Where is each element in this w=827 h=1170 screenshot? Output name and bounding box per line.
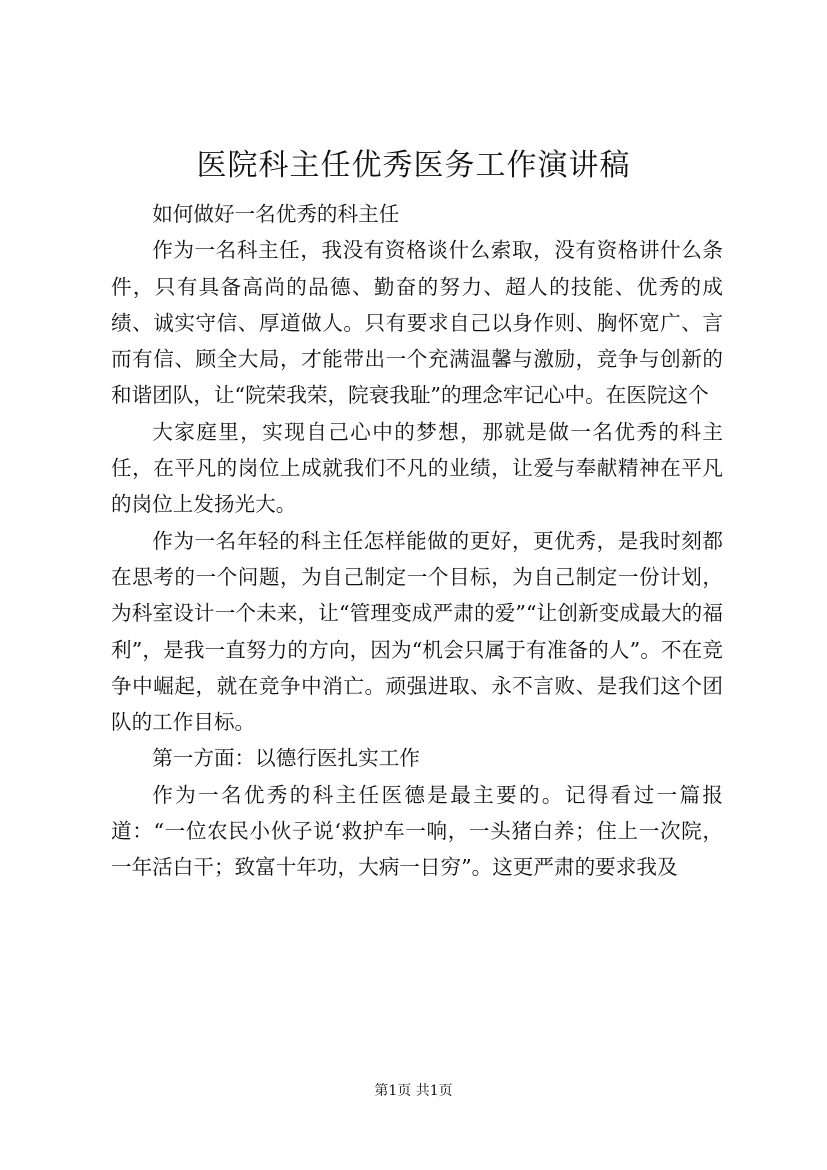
document-body — [111, 196, 723, 886]
paragraph: 作为一名年轻的科主任怎样能做的更好，更优秀，是我时刻都在思考的一个问题，为自己制定一个目标，为自己制定一份计划，为科室设计一个未来，让“管理变成严肃的爱”“让创新变成最大的福利”，是我一直努力的方向，因为“机会只属于有准备的人”。不在竞争中崛起，就在竞争中消亡。顽强进取、永不言败、是我们这个团队的工作目标。 — [111, 528, 723, 735]
paragraph: 大家庭里，实现自己心中的梦想，那就是做一名优秀的科主任，在平凡的岗位上成就我们不凡的业绩，让爱与奉献精神在平凡的岗位上发扬光大。 — [111, 419, 723, 517]
paragraph: 作为一名优秀的科主任医德是最主要的。记得看过一篇报道：“一位农民小伙子说‘救护车一响，一头猪白养；住上一次院，一年活白干；致富十年功，大病一日穷”。这更严肃的要求我及 — [111, 782, 723, 880]
paragraph: 作为一名科主任，我没有资格谈什么索取，没有资格讲什么条件，只有具备高尚的品德、勤奋的努力、超人的技能、优秀的成绩、诚实守信、厚道做人。只有要求自己以身作则、胸怀宽广、言而有信、顾全大局，才能带出一个充满温馨与激励，竞争与创新的和谐团队，让“院荣我荣，院衰我耻”的理念牢记心中。在医院这个 — [111, 238, 723, 408]
section-heading: 第一方面：以德行医扎实工作 — [152, 746, 420, 771]
paragraph-subtitle: 如何做好一名优秀的科主任 — [152, 202, 400, 226]
page-footer: 第1页 共1页 — [374, 1083, 453, 1099]
document-title: 医院科主任优秀医务工作演讲稿 — [196, 148, 631, 183]
